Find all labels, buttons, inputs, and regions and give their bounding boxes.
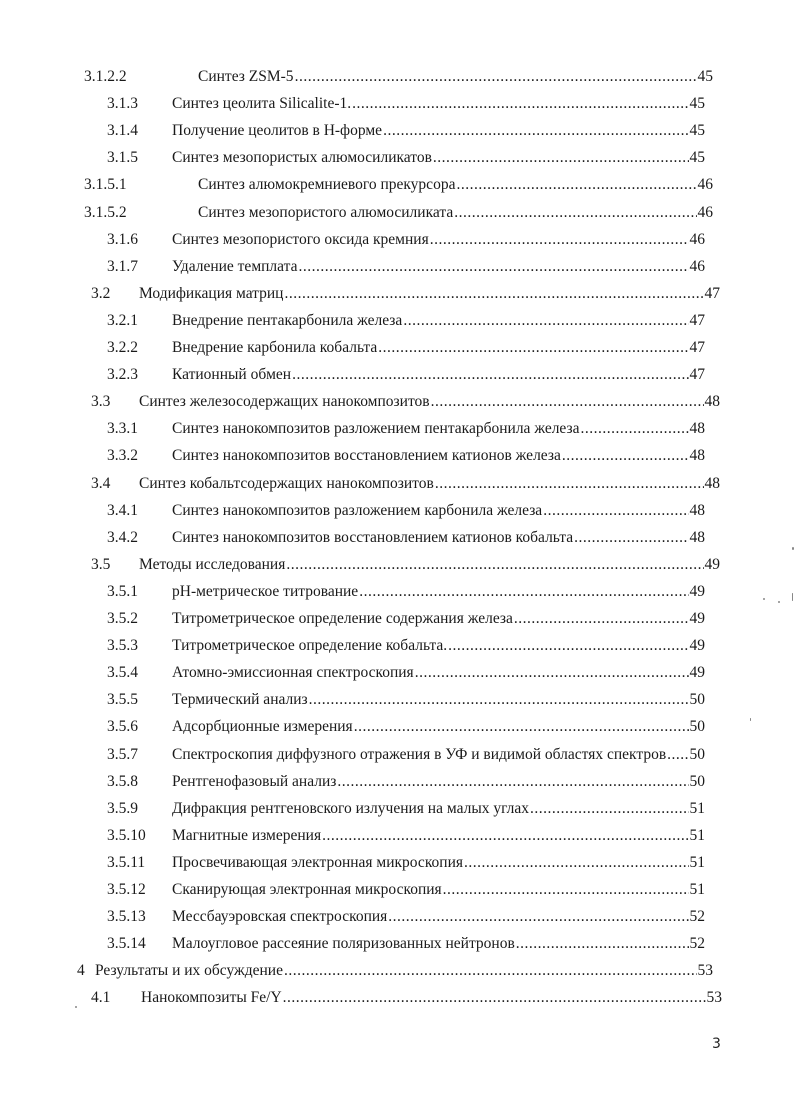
- toc-entry-page: 51: [689, 799, 705, 817]
- toc-entry-page: 49: [689, 637, 705, 655]
- scan-artifact: [763, 598, 765, 600]
- toc-entry-number: 3.2.2: [107, 339, 138, 356]
- toc-entry-title: Синтез мезопористого алюмосиликата: [198, 203, 454, 221]
- toc-entry-page: 46: [697, 176, 713, 194]
- dot-leader: [530, 798, 688, 820]
- dot-leader: [430, 229, 689, 251]
- dot-leader: [431, 391, 704, 413]
- toc-entry-page: 47: [689, 311, 705, 329]
- toc-entry-title: Методы исследования: [139, 555, 286, 573]
- toc-entry-page: 49: [689, 610, 705, 627]
- dot-leader: [574, 527, 688, 549]
- toc-entry-title: Результаты и их обсуждение: [95, 962, 283, 980]
- dot-leader: [295, 66, 697, 88]
- toc-entry-page: 47: [704, 284, 720, 302]
- toc-entry-title: Синтез мезопористого оксида кремния: [172, 230, 429, 248]
- dot-leader: [359, 581, 688, 603]
- toc-entry-page: 51: [689, 826, 705, 844]
- toc-entry-page: 48: [689, 420, 705, 438]
- toc-entry-title: Синтез алюмокремниевого прекурсора: [198, 176, 456, 194]
- toc-entry[interactable]: [107, 445, 705, 467]
- toc-entry-number: 3.1.5.2: [84, 203, 127, 221]
- toc-entry[interactable]: [107, 93, 705, 115]
- toc-entry-number: 3.4: [91, 474, 111, 492]
- toc-entry-page: 48: [689, 501, 705, 519]
- toc-entry-number: 3.3.2: [107, 447, 138, 465]
- dot-leader: [443, 879, 689, 901]
- dot-leader: [433, 147, 689, 169]
- dot-leader: [435, 473, 704, 495]
- toc-entry-title: Титрометрическое определение содержания железа: [172, 610, 513, 627]
- toc-entry[interactable]: [107, 798, 705, 820]
- toc-entry-title: Дифракция рентгеновского излучения на малых углах: [172, 799, 530, 817]
- toc-entry-title: Получение цеолитов в Н-форме: [172, 122, 383, 140]
- dot-leader: [448, 635, 688, 657]
- toc-entry-title: Сканирующая электронная микроскопия: [172, 881, 442, 898]
- toc-entry-number: 3.5.3: [107, 637, 138, 655]
- toc-entry[interactable]: [107, 933, 705, 955]
- toc-entry-number: 3.4.1: [107, 501, 138, 519]
- dot-leader: [415, 662, 689, 684]
- toc-entry-page: 53: [706, 989, 722, 1007]
- toc-entry[interactable]: [91, 554, 720, 576]
- toc-entry-number: 3.4.2: [107, 528, 138, 546]
- toc-entry-page: 51: [689, 881, 705, 898]
- toc-entry[interactable]: [91, 283, 720, 305]
- toc-entry-title: Синтез железосодержащих нанокомпозитов: [139, 393, 430, 411]
- toc-entry[interactable]: [107, 337, 705, 359]
- toc-entry-page: 52: [689, 908, 705, 926]
- toc-entry-title: Внедрение пентакарбонила железа: [172, 311, 403, 329]
- toc-entry-page: 49: [689, 664, 705, 682]
- toc-entry-title: Синтез цеолита Silicalite-1.: [172, 95, 352, 113]
- toc-entry-title: Синтез нанокомпозитов разложением пентакарбонила железа: [172, 420, 580, 438]
- toc-entry-page: 53: [697, 962, 713, 980]
- toc-entry[interactable]: [107, 229, 705, 251]
- scan-artifact: [792, 547, 794, 550]
- toc-entry[interactable]: [84, 174, 713, 196]
- toc-entry-title: Внедрение карбонила кобальта: [172, 339, 378, 356]
- dot-leader: [454, 202, 696, 224]
- toc-entry-page: 50: [689, 691, 705, 709]
- toc-entry[interactable]: [107, 120, 705, 142]
- toc-entry-page: 45: [689, 149, 705, 167]
- toc-entry-number: 3.3.1: [107, 420, 138, 438]
- toc-entry-number: 3.1.5: [107, 149, 138, 167]
- toc-entry-number: 3.5.2: [107, 610, 138, 627]
- dot-leader: [284, 960, 697, 982]
- toc-entry-title: Малоугловое рассеяние поляризованных нейтронов: [172, 935, 515, 953]
- toc-entry[interactable]: [107, 662, 705, 684]
- toc-entry-title: Нанокомпозиты Fe/Y: [141, 989, 282, 1007]
- toc-entry[interactable]: [91, 473, 720, 495]
- dot-leader: [543, 500, 688, 522]
- toc-entry[interactable]: [107, 635, 705, 657]
- toc-entry-title: Мессбауэровская спектроскопия: [172, 908, 388, 926]
- toc-entry-number: 3.1.3: [107, 95, 138, 113]
- dot-leader: [286, 554, 703, 576]
- toc-entry[interactable]: [107, 147, 705, 169]
- toc-entry-page: 49: [704, 555, 720, 573]
- toc-entry[interactable]: [107, 256, 705, 278]
- page-number: 3: [712, 1036, 721, 1052]
- scan-artifact: [750, 718, 751, 721]
- dot-leader: [464, 852, 688, 874]
- toc-entry-number: 3.5.8: [107, 772, 138, 790]
- toc-entry-number: 3.5.12: [107, 881, 146, 898]
- toc-entry-page: 48: [689, 528, 705, 546]
- toc-entry-number: 3.5.11: [107, 853, 146, 871]
- toc-entry[interactable]: [107, 744, 705, 766]
- toc-entry-number: 3.5.7: [107, 745, 138, 763]
- toc-entry-page: 48: [689, 447, 705, 465]
- toc-entry-page: 50: [689, 718, 705, 736]
- toc-entry-number: 3.5.14: [107, 935, 146, 953]
- dot-leader: [581, 418, 689, 440]
- toc-entry[interactable]: [107, 581, 705, 603]
- toc-entry-number: 3.1.4: [107, 122, 138, 140]
- toc-entry[interactable]: [107, 771, 705, 793]
- toc-entry-page: 49: [689, 582, 705, 600]
- dot-leader: [322, 825, 688, 847]
- toc-entry[interactable]: [107, 500, 705, 522]
- toc-entry-number: 3.5.6: [107, 718, 138, 736]
- toc-entry-page: 47: [689, 339, 705, 356]
- toc-entry[interactable]: [107, 879, 705, 901]
- toc-entry-title: Спектроскопия диффузного отражения в УФ и видимой областях спектров: [172, 745, 667, 763]
- toc-entry[interactable]: [107, 608, 705, 630]
- toc-entry-page: 51: [689, 853, 705, 871]
- toc-entry-number: 3.3: [91, 393, 111, 411]
- toc-entry[interactable]: [77, 960, 713, 982]
- dot-leader: [352, 93, 688, 115]
- toc-entry-page: 45: [697, 68, 713, 85]
- toc-entry-number: 3.5.10: [107, 826, 146, 844]
- toc-entry-title: Рентгенофазовый анализ: [172, 772, 337, 790]
- dot-leader: [514, 608, 689, 630]
- toc-entry[interactable]: [107, 527, 705, 549]
- scan-artifact: [75, 1006, 77, 1008]
- toc-entry-page: 46: [689, 257, 705, 275]
- toc-entry-title: Адсорбционные измерения: [172, 718, 353, 736]
- toc-entry[interactable]: [107, 852, 705, 874]
- toc-entry-title: Термический анализ: [172, 691, 308, 709]
- toc-entry-number: 3.5.1: [107, 582, 138, 600]
- scan-artifact: [792, 593, 793, 601]
- toc-entry-number: 3.2.3: [107, 366, 138, 384]
- toc-entry-title: Титрометрическое определение кобальта.: [172, 637, 448, 655]
- dot-leader: [667, 744, 688, 766]
- toc-entry-page: 52: [689, 935, 705, 953]
- dot-leader: [283, 987, 706, 1009]
- toc-entry-number: 3.1.5.1: [84, 176, 127, 194]
- dot-leader: [456, 174, 696, 196]
- scan-artifact: [778, 601, 780, 603]
- toc-entry[interactable]: [107, 906, 705, 928]
- toc-entry[interactable]: [84, 66, 713, 88]
- toc-entry-page: 46: [697, 203, 713, 221]
- toc-entry-title: Синтез мезопористых алюмосиликатов: [172, 149, 432, 167]
- toc-entry[interactable]: [107, 825, 705, 847]
- toc-entry-number: 3.2.1: [107, 311, 138, 329]
- toc-entry-number: 4.1: [91, 989, 111, 1007]
- dot-leader: [562, 445, 689, 467]
- toc-entry-number: 3.2: [91, 284, 111, 302]
- toc-entry-page: 48: [704, 474, 720, 492]
- toc-entry-title: Атомно-эмиссионная спектроскопия: [172, 664, 414, 682]
- dot-leader: [383, 120, 688, 142]
- toc-entry-title: Синтез ZSM-5: [198, 68, 294, 85]
- dot-leader: [354, 716, 689, 738]
- dot-leader: [292, 364, 688, 386]
- dot-leader: [388, 906, 688, 928]
- toc-entry-page: 45: [689, 122, 705, 140]
- toc-entry-number: 3.5: [91, 555, 111, 573]
- toc-entry-number: 3.1.6: [107, 230, 138, 248]
- dot-leader: [516, 933, 689, 955]
- dot-leader: [284, 283, 703, 305]
- toc-entry-title: Катионный обмен: [172, 366, 292, 384]
- toc-entry[interactable]: [107, 418, 705, 440]
- dot-leader: [337, 771, 688, 793]
- toc-entry-title: Синтез нанокомпозитов восстановлением катионов железа: [172, 447, 561, 465]
- toc-entry-title: Просвечивающая электронная микроскопия: [172, 853, 464, 871]
- toc-entry-number: 3.5.4: [107, 664, 138, 682]
- toc-entry-number: 3.5.9: [107, 799, 138, 817]
- toc-entry[interactable]: [107, 716, 705, 738]
- toc-entry-title: Синтез кобальтсодержащих нанокомпозитов: [139, 474, 434, 492]
- toc-entry-number: 3.5.13: [107, 908, 146, 926]
- toc-entry[interactable]: [107, 364, 705, 386]
- dot-leader: [403, 310, 688, 332]
- toc-entry[interactable]: [91, 987, 722, 1009]
- toc-entry-page: 50: [689, 745, 705, 763]
- toc-entry-page: 46: [689, 230, 705, 248]
- toc-entry-page: 45: [689, 95, 705, 113]
- toc-entry-title: Синтез нанокомпозитов разложением карбонила железа: [172, 501, 543, 519]
- toc-entry-title: Модификация матриц: [139, 284, 284, 302]
- dot-leader: [309, 689, 689, 711]
- toc-entry[interactable]: [107, 310, 705, 332]
- toc-entry-page: 50: [689, 772, 705, 790]
- toc-entry-title: Удаление темплата: [172, 257, 298, 275]
- dot-leader: [298, 256, 688, 278]
- toc-entry-page: 47: [689, 366, 705, 384]
- toc-entry-title: Синтез нанокомпозитов восстановлением катионов кобальта: [172, 528, 574, 546]
- toc-entry-title: pH-метрическое титрование: [172, 582, 359, 600]
- toc-entry-title: Магнитные измерения: [172, 826, 322, 844]
- dot-leader: [378, 337, 688, 359]
- toc-entry-page: 48: [704, 393, 720, 411]
- toc-entry[interactable]: [107, 689, 705, 711]
- toc-entry-number: 4: [77, 962, 85, 980]
- toc-entry[interactable]: [91, 391, 720, 413]
- toc-entry[interactable]: [84, 202, 713, 224]
- toc-entry-number: 3.1.7: [107, 257, 138, 275]
- toc-entry-number: 3.5.5: [107, 691, 138, 709]
- toc-entry-number: 3.1.2.2: [84, 68, 127, 85]
